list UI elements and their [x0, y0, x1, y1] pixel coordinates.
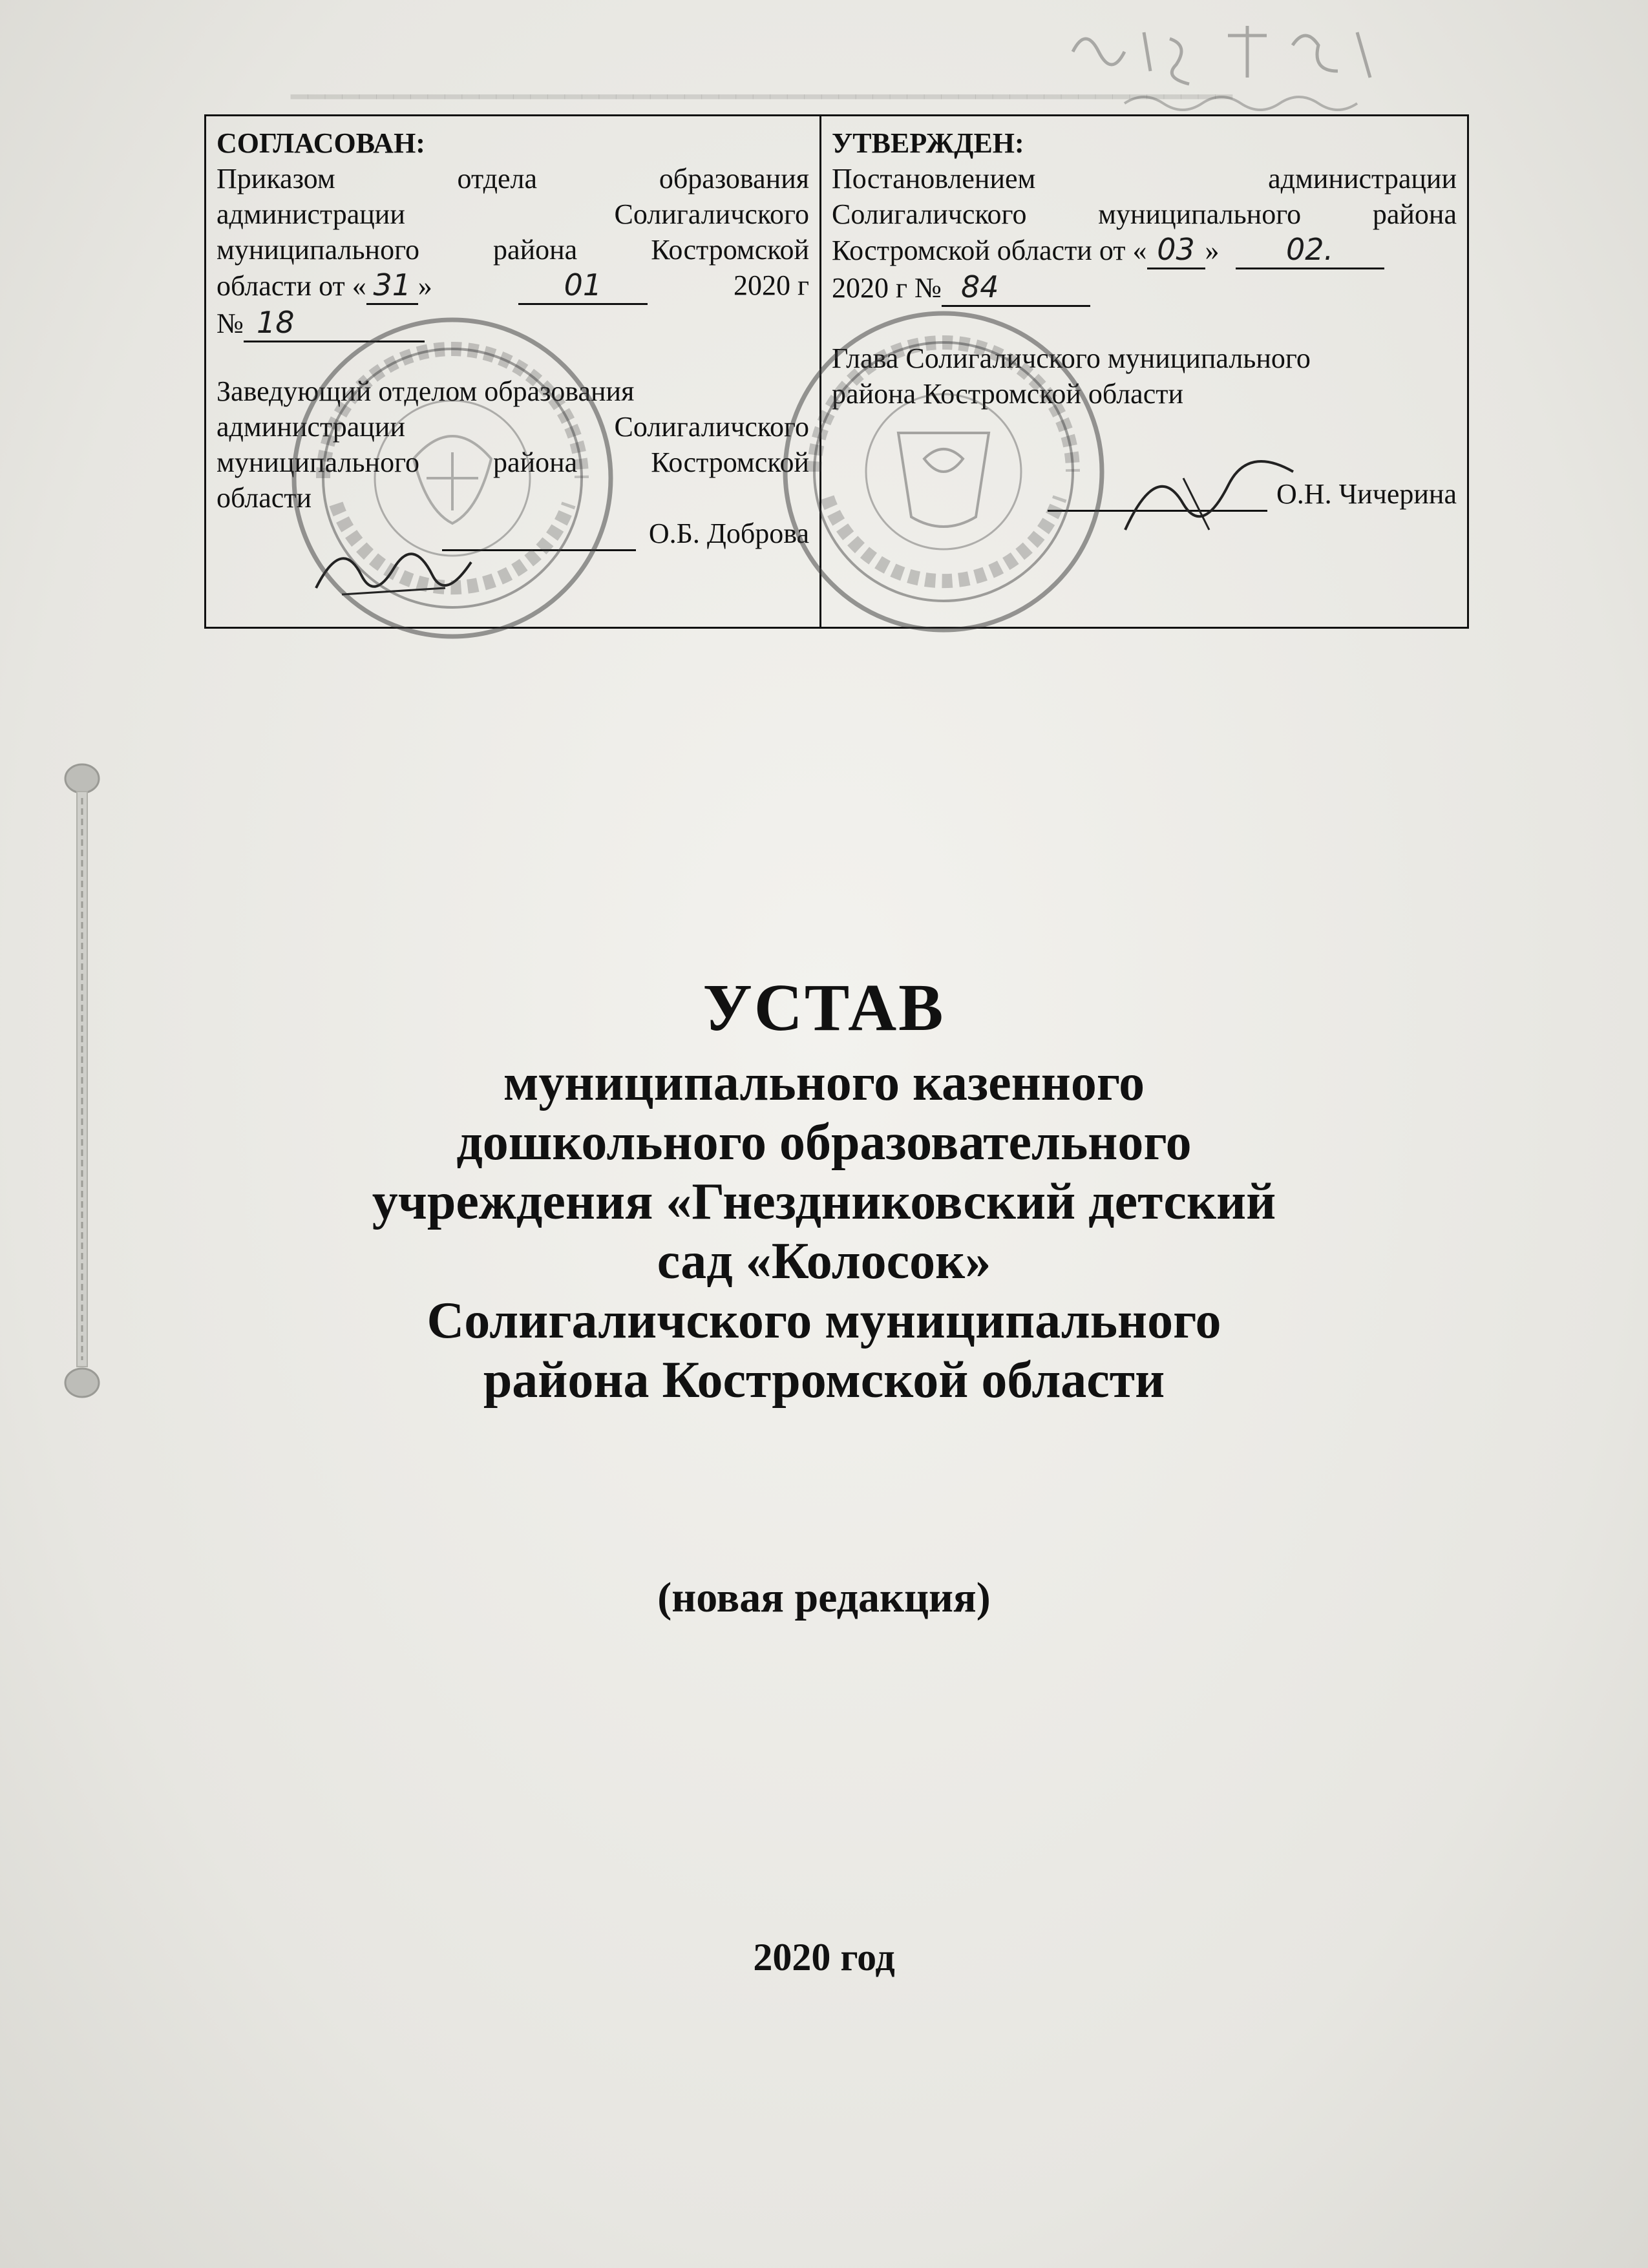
agreed-signatory-line-2: администрации Солигаличского: [217, 411, 809, 443]
approved-date-day: 03: [1147, 232, 1205, 269]
approved-signer: О.Н. Чичерина: [1276, 478, 1457, 510]
agreed-date-line: [217, 268, 809, 305]
approved-signatory-line-1: Глава Солигаличского муниципального: [832, 342, 1311, 374]
edition-note: (новая редакция): [657, 1574, 991, 1621]
approved-number-line: [832, 269, 1457, 307]
handwritten-registration-note: [1034, 13, 1486, 123]
binding-thread: [63, 759, 101, 1405]
administration-seal: [776, 304, 1112, 640]
agreed-date-year: 2020 г: [733, 269, 809, 301]
approved-line-2: Солигаличского муниципального района: [832, 198, 1457, 230]
subtitle-line-3: учреждения «Гнездниковский детский: [372, 1173, 1276, 1230]
approved-line-1: Постановлением администрации: [832, 163, 1457, 194]
approved-signatory-line-2: района Костромской области: [832, 378, 1184, 410]
document-subtitle: [194, 1053, 1454, 1410]
approved-number-prefix: 2020 г №: [832, 272, 942, 304]
agreed-date-day: 31: [366, 268, 418, 305]
agreed-heading: СОГЛАСОВАН:: [217, 127, 425, 159]
approved-date-prefix: Костромской области от «: [832, 235, 1147, 266]
approved-heading: УТВЕРЖДЕН:: [832, 127, 1024, 159]
agreed-line-2: администрации Солигаличского: [217, 198, 809, 230]
approved-number: 84: [942, 269, 1090, 307]
subtitle-line-4: сад «Колосок»: [657, 1233, 991, 1290]
subtitle-line-2: дошкольного образовательного: [456, 1114, 1192, 1171]
subtitle-line-5: Солигаличского муниципального: [427, 1292, 1221, 1349]
approved-signature: [1106, 452, 1313, 549]
subtitle-line-1: муниципального казенного: [503, 1055, 1145, 1111]
document-title: УСТАВ: [703, 971, 945, 1045]
agreed-signatory-line-3: муниципального района Костромской: [217, 446, 809, 478]
agreed-signatory-line-1: Заведующий отделом образования: [217, 375, 635, 407]
approved-date-line: [832, 232, 1457, 269]
agreed-line-3: муниципального района Костромской: [217, 234, 809, 266]
subtitle-line-6: района Костромской области: [483, 1352, 1165, 1409]
agreed-date-prefix: области от «: [217, 270, 366, 302]
bleed-through-texture: ​━━━━━━━━━━━━━━━━━━━━━━━━━━━━━━━━━━━━━━━━━━━━━━━━━━━━━━━: [291, 81, 1232, 113]
agreed-number: 18: [244, 305, 425, 342]
agreed-number-prefix: №: [217, 308, 244, 339]
agreed-date-month: 01: [518, 268, 648, 305]
agreed-date-sep: »: [417, 270, 432, 302]
agreed-line-1: Приказом отдела образования: [217, 163, 809, 194]
approved-date-sep: »: [1205, 235, 1220, 266]
approved-date-month: 02.: [1236, 232, 1384, 269]
document-year: 2020 год: [753, 1936, 895, 1979]
agreed-signatory-line-4: области: [217, 482, 312, 514]
agreed-signer: О.Б. Доброва: [648, 518, 809, 549]
department-seal: [284, 310, 620, 646]
